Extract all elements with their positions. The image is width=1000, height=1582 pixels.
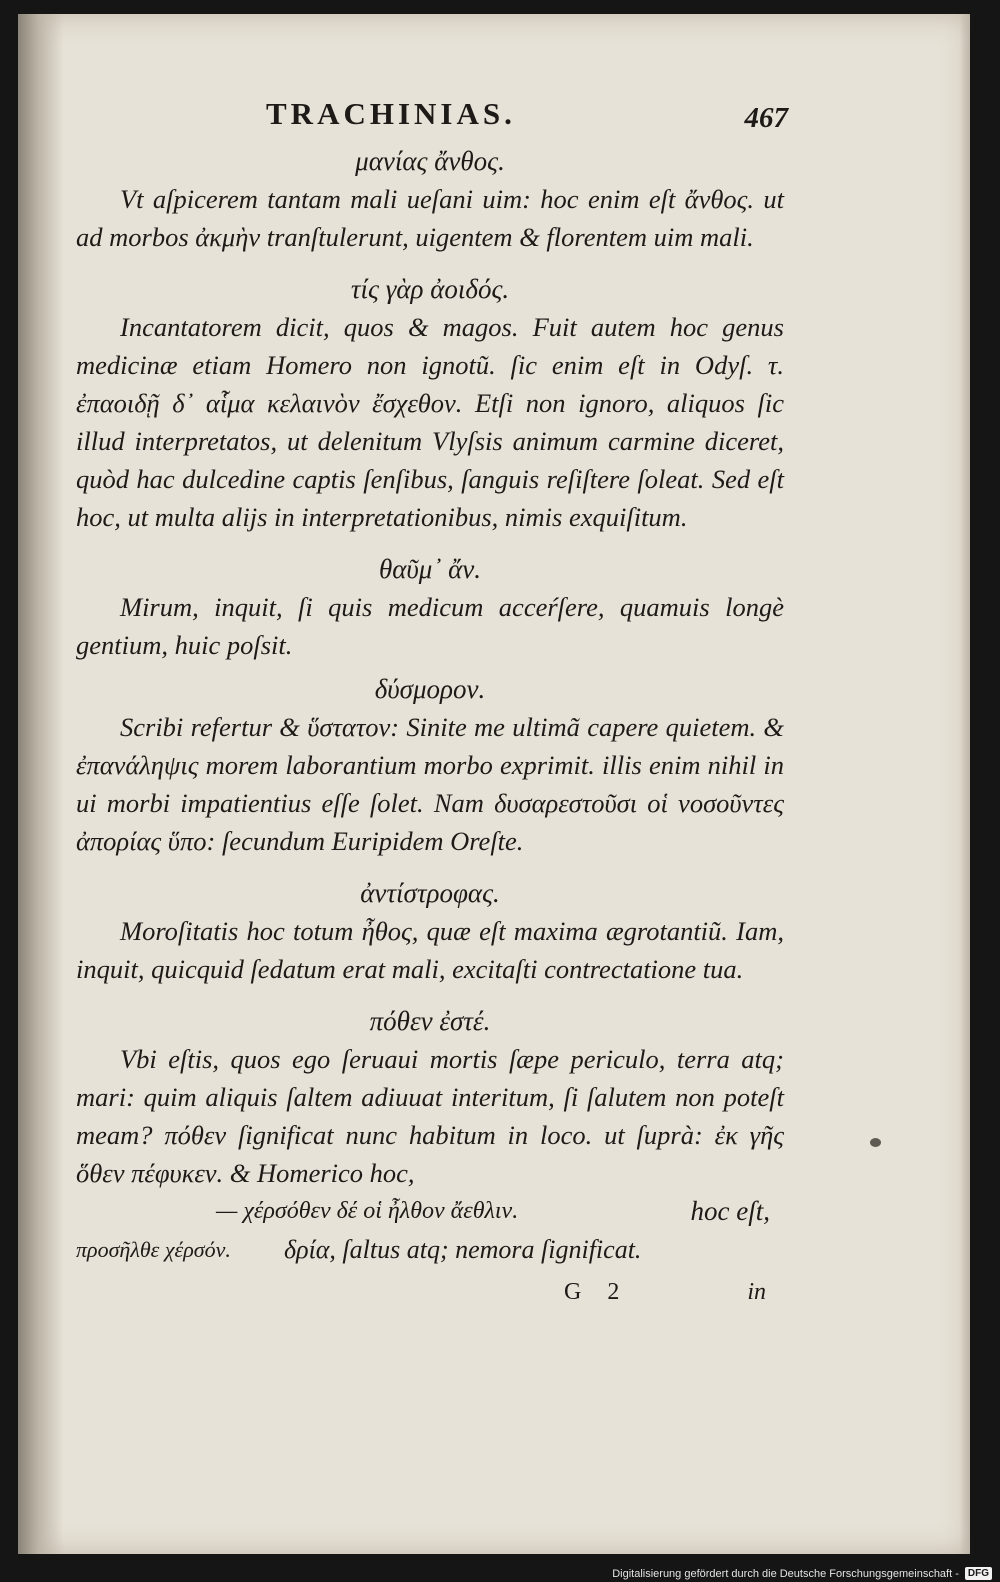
closing-line bbox=[76, 1230, 784, 1270]
homeric-quote: — χέρσόθεν δέ οἱ ἦλθον ἄεθλιν. bbox=[216, 1198, 519, 1224]
lemma-heading: μανίας ἄνθος. bbox=[355, 146, 505, 176]
running-head-title: TRACHINIAS. bbox=[266, 96, 516, 131]
signature-line bbox=[76, 1270, 784, 1310]
catchword: in bbox=[747, 1279, 766, 1305]
commentary-paragraph: Incantatorem dicit, quos & magos. Fuit autem hoc genus medicinæ etiam Homero non ignotũ. ſic enim eſt in Odyſ. τ. ἐπαοιδῇ δ᾽ αἷμα κελαινὸν ἔσχεθον. Etſi non ignoro, aliquos ſic illud interpretatos, ut delenitum Vlyſsis animum carmine diceret, quòd hac dulcedine captis ſenſibus, ſanguis reſiſtere ſoleat. Sed eſt hoc, ut multa alijs in interpretationibus, nimis exquiſitum. bbox=[76, 312, 784, 532]
book-page bbox=[18, 14, 970, 1554]
commentary-paragraph: Vt aſpicerem tantam mali ueſani uim: hoc enim eſt ἄνθος. ut ad morbos ἀκμὴν tranſtulerunt, uigentem & florentem uim mali. bbox=[76, 184, 784, 252]
digitization-credit bbox=[612, 1567, 992, 1580]
homeric-quote-line bbox=[76, 1192, 784, 1230]
dfg-logo-icon: DFG bbox=[965, 1567, 992, 1580]
quote-gloss: hoc eſt, bbox=[690, 1196, 770, 1226]
text-block bbox=[76, 88, 788, 1310]
credit-text: Digitalisierung gefördert durch die Deutsche Forschungsgemeinschaft - bbox=[612, 1567, 959, 1580]
commentary-paragraph: Mirum, inquit, ſi quis medicum acceŕſere, quamuis longè gentium, huic poſsit. bbox=[76, 592, 784, 660]
lemma-heading: θαῦμ᾽ ἄν. bbox=[378, 554, 482, 584]
lemma-heading: πόθεν ἐστέ. bbox=[369, 1006, 491, 1036]
lemma-heading: τίς γὰρ ἀοιδός. bbox=[350, 274, 510, 304]
gutter-shadow bbox=[18, 14, 64, 1554]
lemma-heading: ἀντίστροφας. bbox=[360, 878, 500, 908]
commentary-paragraph: Moroſitatis hoc totum ἦθος, quæ eſt maxima ægrotantiũ. Iam, inquit, quicquid ſedatum erat mali, excitaſti contrectatione tua. bbox=[76, 916, 784, 984]
lemma-heading: δύσμορον. bbox=[374, 674, 486, 704]
closing-greek: προσῆλθε χέρσόν. bbox=[76, 1237, 231, 1262]
running-head bbox=[76, 88, 788, 142]
signature-mark: G 2 bbox=[564, 1279, 630, 1305]
closing-text: δρία, ſaltus atq; nemora ſignificat. bbox=[284, 1235, 642, 1264]
page-number: 467 bbox=[744, 102, 788, 134]
page-edge bbox=[960, 14, 970, 1554]
commentary-paragraph: Scribi refertur & ὕστατον: Sinite me ultimã capere quietem. & ἐπανάληψις morem laborantium morbo exprimit. illis enim nihil in ui morbi impatientius eſſe ſolet. Nam δυσαρεστοῦσι οἱ νοσοῦντες ἀπορίας ὕπο: ſecundum Euripidem Oreſte. bbox=[76, 712, 784, 856]
commentary-paragraph: Vbi eſtis, quos ego ſeruaui mortis ſæpe periculo, terra atq; mari: quim aliquis ſaltem adiuuat interitum, ſi ſalutem non poteſt meam? πόθεν ſignificat nunc habitum in loco. ut ſuprà: ἐκ γῆς ὅθεν πέφυκεν. & Homerico hoc, bbox=[76, 1044, 784, 1188]
ink-spot bbox=[870, 1138, 881, 1147]
